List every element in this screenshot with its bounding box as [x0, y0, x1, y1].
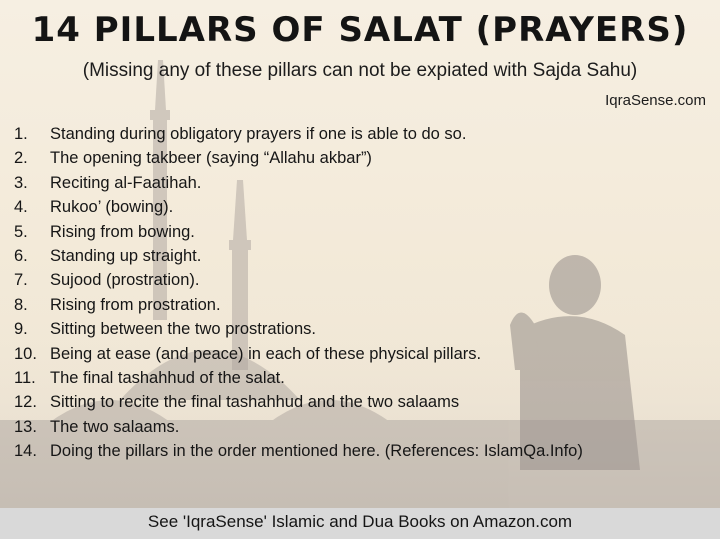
footer-banner: See 'IqraSense' Islamic and Dua Books on Amazon.com	[0, 508, 720, 539]
item-text: The opening takbeer (saying “Allahu akbar”)	[50, 149, 372, 168]
list-item	[14, 366, 583, 390]
item-number: 3.	[14, 173, 28, 192]
source-label: IqraSense.com	[605, 92, 706, 109]
item-number: 5.	[14, 222, 28, 241]
list-item	[14, 342, 583, 366]
item-number: 2.	[14, 149, 28, 168]
subtitle: (Missing any of these pillars can not be expiated with Sajda Sahu)	[82, 60, 638, 81]
pillars-list	[14, 122, 583, 463]
item-number: 6.	[14, 246, 28, 265]
list-item	[14, 195, 583, 219]
item-text: Rising from prostration.	[50, 295, 221, 314]
item-number: 12.	[14, 393, 37, 412]
list-item	[14, 171, 583, 195]
item-text: Sujood (prostration).	[50, 271, 200, 290]
item-number: 10.	[14, 344, 37, 363]
item-number: 7.	[14, 271, 28, 290]
item-text: Standing during obligatory prayers if one is able to do so.	[50, 125, 467, 143]
item-number: 4.	[14, 198, 28, 217]
item-text: Standing up straight.	[50, 246, 202, 265]
page-title: 14 PILLARS OF SALAT (PRAYERS)	[31, 10, 689, 50]
item-number: 11.	[14, 368, 36, 387]
list-item	[14, 268, 583, 292]
list-item	[14, 390, 583, 414]
list-item	[14, 293, 583, 317]
item-number: 8.	[14, 295, 28, 314]
list-item	[14, 146, 583, 170]
item-text: Being at ease (and peace) in each of these physical pillars.	[50, 344, 482, 363]
item-number: 9.	[14, 320, 28, 339]
item-number: 14.	[14, 442, 37, 461]
item-text: Sitting to recite the final tashahhud and the two salaams	[50, 393, 460, 412]
list-item	[14, 122, 583, 146]
item-text: Doing the pillars in the order mentioned here. (References: IslamQa.Info)	[50, 442, 583, 461]
list-item	[14, 220, 583, 244]
item-text: The two salaams.	[50, 417, 180, 436]
list-item	[14, 317, 583, 341]
list-item	[14, 415, 583, 439]
item-number: 13.	[14, 417, 37, 436]
list-item	[14, 244, 583, 268]
item-text: Sitting between the two prostrations.	[50, 320, 316, 339]
list-item	[14, 439, 583, 463]
item-text: Rukoo’ (bowing).	[50, 198, 174, 217]
item-text: Rising from bowing.	[50, 222, 195, 241]
item-text: Reciting al-Faatihah.	[50, 173, 202, 192]
item-number: 1.	[14, 125, 28, 143]
item-text: The final tashahhud of the salat.	[50, 368, 285, 387]
